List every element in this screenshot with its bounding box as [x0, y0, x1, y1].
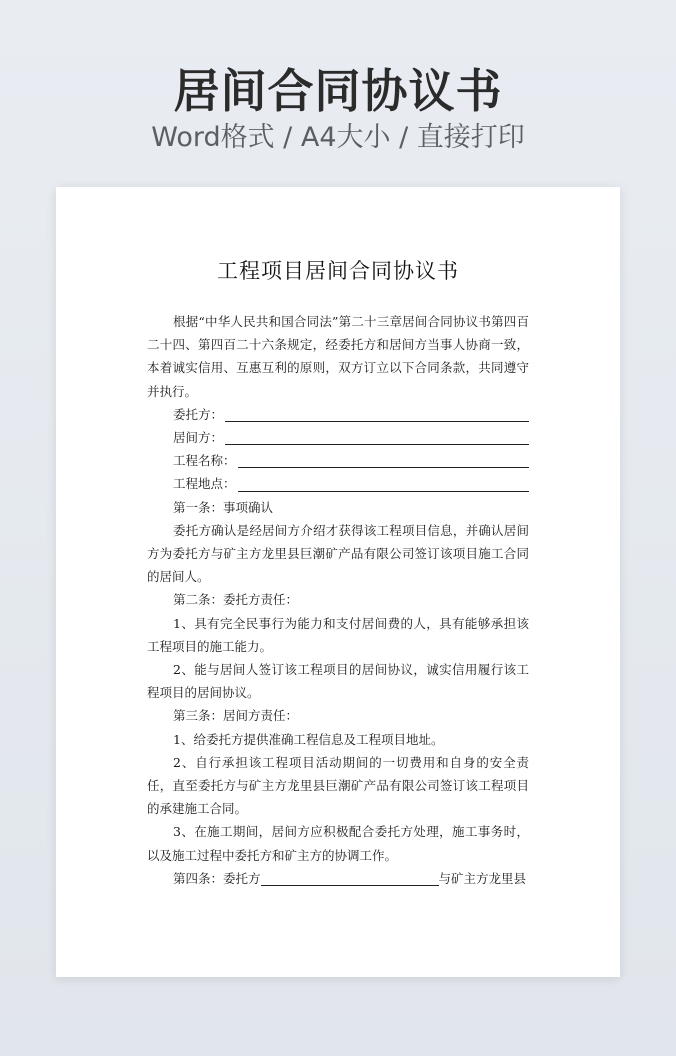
- article4-prefix: 第四条：委托方: [173, 870, 261, 886]
- article3-item-1: 1、给委托方提供准确工程信息及工程项目地址。: [173, 731, 444, 747]
- client-label: 委托方：: [173, 406, 224, 422]
- banner-subtitle: Word格式 / A4大小 / 直接打印: [151, 122, 525, 153]
- project-location-field-row: [147, 472, 529, 495]
- article4-blank-line: [261, 871, 439, 886]
- banner-title: 居间合同协议书: [173, 64, 503, 118]
- article4-line: [147, 867, 529, 890]
- article3-item-2: 2、自行承担该工程项目活动期间的一切费用和自身的安全责任，直至委托方与矿主方龙里县巨潮矿产品有限公司签订该工程项目的承建施工合同。: [147, 754, 529, 817]
- project-location-blank-line: [238, 477, 529, 492]
- article3-item-3: 3、在施工期间，居间方应积极配合委托方处理，施工事务时，以及施工过程中委托方和矿主方的协调工作。: [147, 824, 529, 863]
- project-name-field-row: [147, 449, 529, 472]
- article3-heading: 第三条：居间方责任：: [173, 708, 299, 724]
- article2-heading: 第二条：委托方责任：: [173, 592, 299, 608]
- broker-field-row: [147, 426, 529, 449]
- project-location-label: 工程地点：: [173, 476, 236, 492]
- broker-label: 居间方：: [173, 429, 224, 445]
- client-field-row: [147, 403, 529, 426]
- intro-paragraph: 根据“中华人民共和国合同法”第二十三章居间合同协议书第四百二十四、第四百二十六条规定，经委托方和居间方当事人协商一致，本着诚实信用、互惠互利的原则，双方订立以下合同条款，共同遵守并执行。: [147, 314, 529, 399]
- article2-item-2: 2、能与居间人签订该工程项目的居间协议，诚实信用履行该工程项目的居间协议。: [147, 661, 529, 701]
- article1-paragraph: 委托方确认是经居间方介绍才获得该工程项目信息，并确认居间方为委托方与矿主方龙里县巨潮矿产品有限公司签订该项目施工合同的居间人。: [147, 522, 529, 585]
- project-name-label: 工程名称：: [173, 453, 236, 469]
- broker-blank-line: [225, 430, 529, 445]
- article1-heading: 第一条：事项确认: [173, 499, 274, 515]
- document-title: 工程项目居间合同协议书: [217, 259, 459, 283]
- article2-item-1: 1、具有完全民事行为能力和支付居间费的人，具有能够承担该工程项目的施工能力。: [147, 615, 529, 654]
- document-body: [147, 310, 529, 890]
- project-name-blank-line: [238, 453, 529, 468]
- article4-suffix: 与矿主方龙里县: [438, 870, 527, 886]
- client-blank-line: [225, 407, 529, 422]
